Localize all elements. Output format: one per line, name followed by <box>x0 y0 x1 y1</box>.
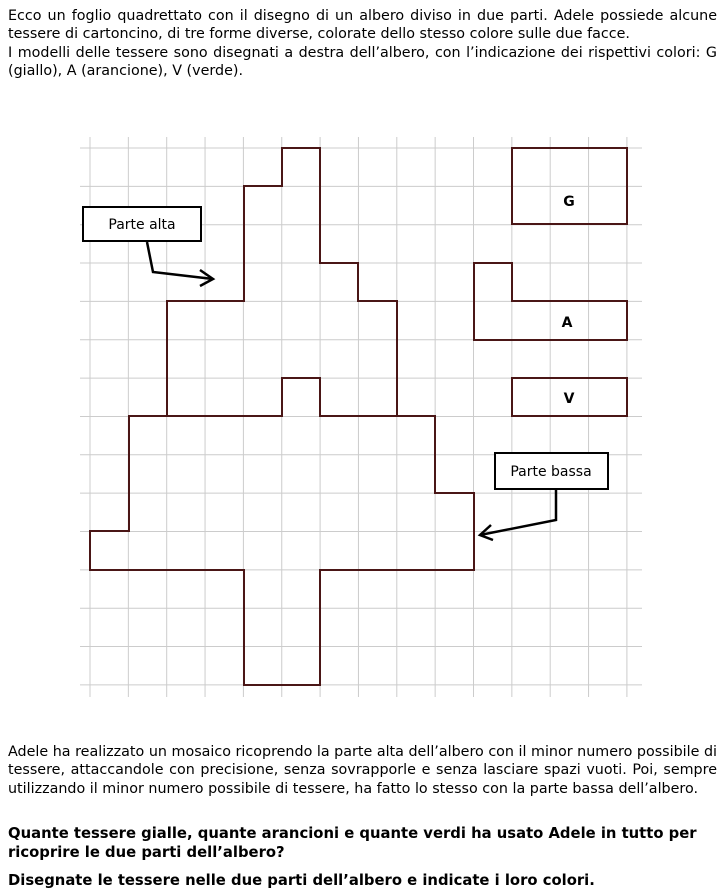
label-top: Parte alta <box>108 217 176 233</box>
instruction-text: Disegnate le tessere nelle due parti dell’albero e indicate i loro colori. <box>8 872 595 889</box>
description-text: Adele ha realizzato un mosaico ricoprendo la parte alta dell’albero con il minor numero possibile di tessere, attaccandole con precisione, senza sovrapporle e senza lasciare spazi vuoti. Poi, sempre utilizzando il minor numero possibile di tessere, ha fatto lo stesso con la parte bassa dell’albero. <box>8 744 717 797</box>
label-bottom: Parte bassa <box>510 464 592 480</box>
tile-v-label: V <box>563 391 575 407</box>
arrow-top <box>147 242 213 286</box>
tile-g-label: G <box>563 194 575 210</box>
intro-line-1: Ecco un foglio quadrettato con il disegno di un albero diviso in due parti. Adele possiede alcune tessere di cartoncino, di tre forme diverse, colorate dello stesso colore sulle due facce. <box>8 8 717 43</box>
tile-a-label: A <box>561 315 573 331</box>
intro-line-2: I modelli delle tessere sono disegnati a destra dell’albero, con l’indicazione dei rispettivi colori: G (giallo), A (arancione), V (verde). <box>8 44 717 80</box>
arrow-bottom <box>480 490 556 540</box>
question-text: Quante tessere gialle, quante arancioni e quante verdi ha usato Adele in tutto per ricoprire le due parti dell’albero? <box>8 825 697 861</box>
